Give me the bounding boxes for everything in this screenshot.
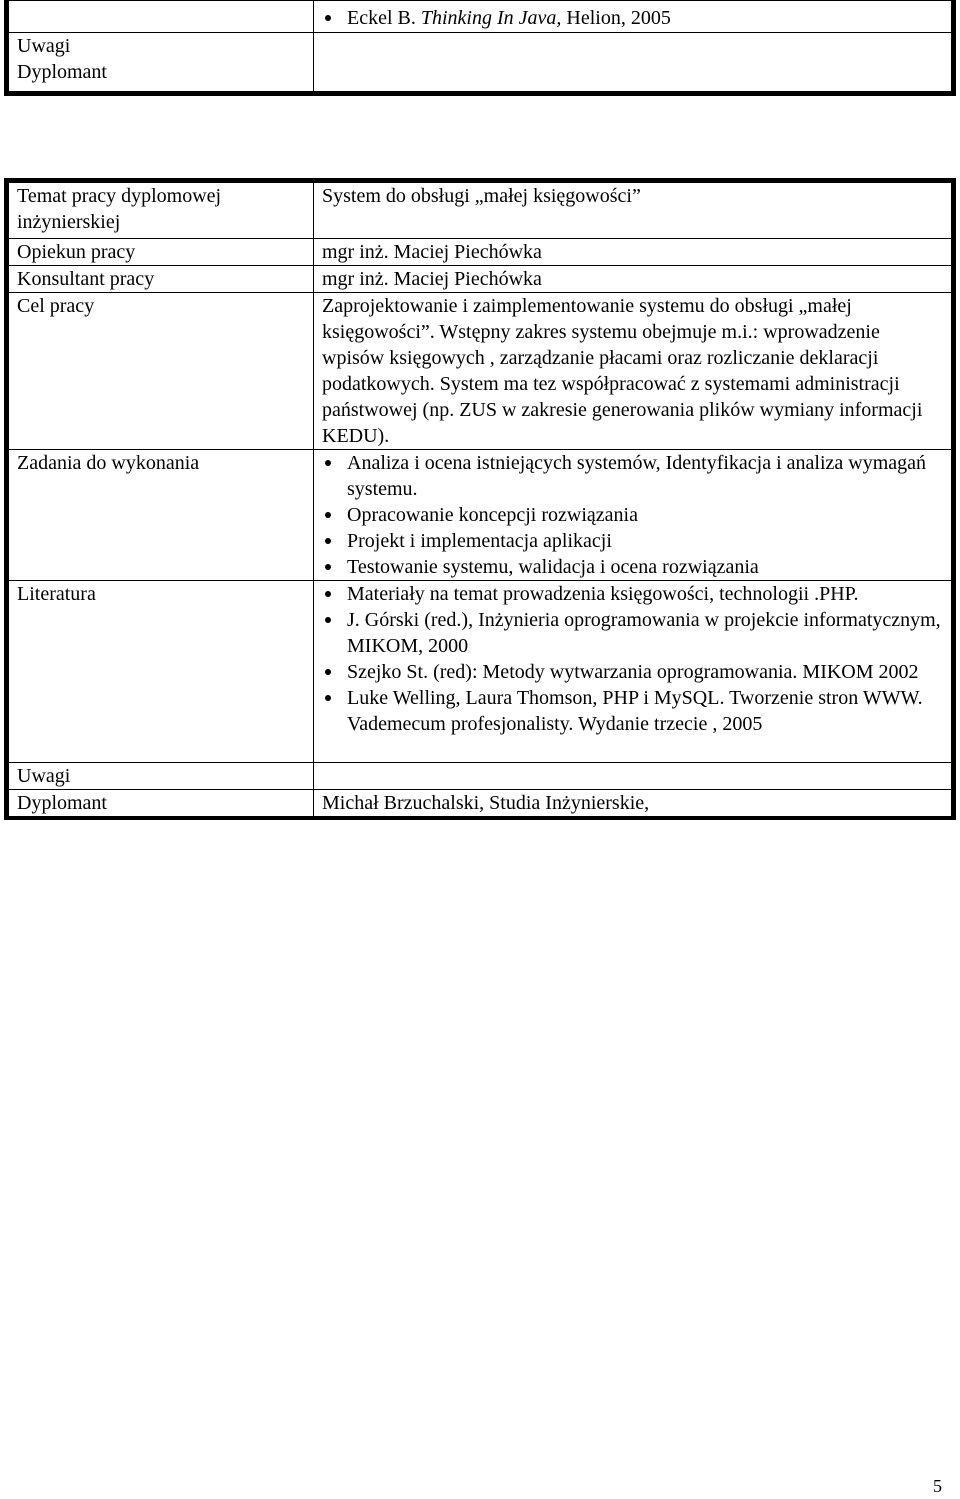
uwagi-label: Uwagi: [17, 35, 71, 57]
dyplomant-value: Michał Brzuchalski, Studia Inżynierskie,: [314, 790, 952, 817]
uwagi-label: Uwagi: [9, 763, 314, 790]
literatura-label: Literatura: [9, 581, 314, 763]
konsultant-label: Konsultant pracy: [9, 266, 314, 293]
list-item: Eckel B. Thinking In Java, Helion, 2005: [322, 5, 943, 31]
opiekun-label: Opiekun pracy: [9, 239, 314, 266]
thesis-table-frame: [4, 178, 956, 820]
list-item: Analiza i ocena istniejących systemów, Identyfikacja i analiza wymagań systemu.: [322, 450, 943, 502]
zadania-list: [322, 450, 943, 580]
dyplomant-label: Dyplomant: [9, 790, 314, 817]
literatura-list: [322, 581, 943, 737]
opiekun-value: mgr inż. Maciej Piechówka: [314, 239, 952, 266]
top-empty-label-cell: [9, 1, 314, 33]
top-table-frame: [4, 0, 956, 96]
top-literature-cell: [314, 1, 952, 33]
page-number: 5: [933, 1476, 942, 1496]
top-uwagi-dyplomant-value-cell: [314, 33, 952, 92]
thesis-table: [8, 182, 952, 817]
literatura-value: [314, 581, 952, 763]
list-item: Luke Welling, Laura Thomson, PHP i MySQL. Tworzenie stron WWW. Vademecum profesjonalisty. Wydanie trzecie , 2005: [322, 685, 943, 737]
temat-value: System do obsługi „małej księgowości”: [314, 183, 952, 239]
temat-label: Temat pracy dyplomowej inżynierskiej: [9, 183, 314, 239]
dyplomant-label: Dyplomant: [17, 61, 107, 83]
zadania-label: Zadania do wykonania: [9, 450, 314, 581]
top-literature-list: [322, 5, 943, 31]
list-item: Testowanie systemu, walidacja i ocena rozwiązania: [322, 554, 943, 580]
konsultant-value: mgr inż. Maciej Piechówka: [314, 266, 952, 293]
zadania-value: [314, 450, 952, 581]
cel-label: Cel pracy: [9, 293, 314, 450]
uwagi-value: [314, 763, 952, 790]
book-title: Thinking In Java,: [420, 7, 562, 29]
list-item: J. Górski (red.), Inżynieria oprogramowania w projekcie informatycznym, MIKOM, 2000: [322, 607, 943, 659]
top-uwagi-dyplomant-label-cell: [9, 33, 314, 92]
cel-value: Zaprojektowanie i zaimplementowanie systemu do obsługi „małej księgowości”. Wstępny zakres systemu obejmuje m.i.: wprowadzenie wpisów księgowych , zarządzanie płacami oraz rozliczanie deklaracji podatkowych. System ma tez współpracować z systemami administracji państwowej (np. ZUS w zakresie generowania plików wymiany informacji KEDU).: [314, 293, 952, 450]
top-table: [8, 0, 952, 92]
list-item: Materiały na temat prowadzenia księgowości, technologii .PHP.: [322, 581, 943, 607]
list-item: Projekt i implementacja aplikacji: [322, 528, 943, 554]
list-item: Opracowanie koncepcji rozwiązania: [322, 502, 943, 528]
list-item: Szejko St. (red): Metody wytwarzania oprogramowania. MIKOM 2002: [322, 659, 943, 685]
